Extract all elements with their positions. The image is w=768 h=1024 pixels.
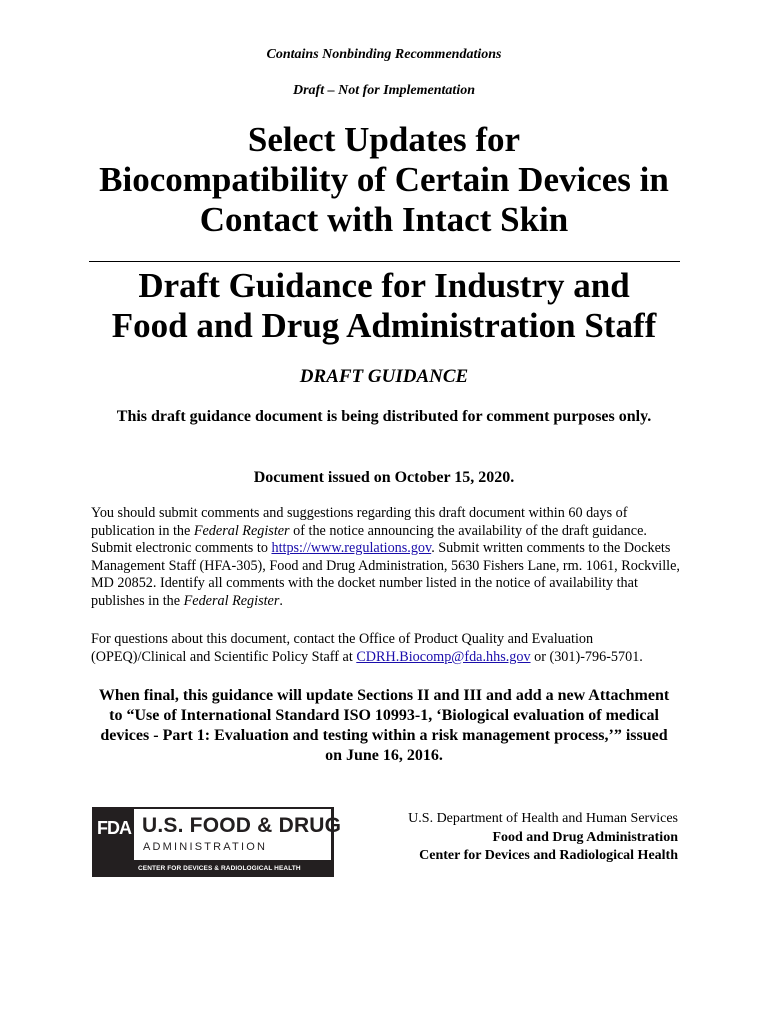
document-title [60, 120, 708, 240]
logo-administration: ADMINISTRATION [143, 841, 268, 853]
draft-guidance-label: DRAFT GUIDANCE [299, 366, 469, 387]
federal-register-ref-2: Federal Register [183, 592, 280, 609]
title-line-1: Select Updates for [247, 120, 521, 159]
comments-text-2: of the notice announcing the availability of the draft guidance. Submit electronic comments to [91, 522, 647, 556]
document-subtitle [60, 266, 708, 346]
regulations-gov-link[interactable]: https://www.regulations.gov [271, 540, 432, 556]
comments-paragraph [91, 505, 691, 610]
logo-wordmark-panel [134, 809, 342, 860]
fda-logo-mark: FDA [97, 818, 131, 838]
federal-register-ref-1: Federal Register [193, 522, 290, 539]
contact-email-link[interactable]: CDRH.Biocomp@fda.hhs.gov [356, 648, 531, 665]
questions-paragraph [91, 631, 691, 666]
subtitle-line-1: Draft Guidance for Industry and [138, 266, 630, 305]
agency-cdrh: Center for Devices and Radiological Health [419, 848, 678, 863]
comments-text-3: . Submit written comments to the Dockets Management Staff (HFA-305), Food and Drug Administration, 5630 Fishers Lane, rm. 1061, Rockville, MD 20852. Identify all comments with the docket number listed in the notice of availability that publishes in the [91, 540, 680, 609]
questions-text-1: For questions about this document, contact the Office of Product Quality and Evaluation (OPEQ)/Clinical and Scientific Policy Staff at [91, 631, 594, 665]
nonbinding-header: Contains Nonbinding Recommendations [266, 47, 502, 62]
comments-text-4: . [279, 592, 283, 609]
fda-cdrh-logo [92, 807, 342, 877]
title-line-2: Biocompatibility of Certain Devices in [99, 160, 669, 199]
logo-wordmark: U.S. FOOD & DRUG [142, 814, 342, 837]
title-line-3: Contact with Intact Skin [199, 200, 569, 239]
questions-text-2: or (301)-796-5701. [530, 648, 643, 665]
agency-hhs: U.S. Department of Health and Human Services [408, 811, 678, 826]
draft-header: Draft – Not for Implementation [292, 83, 475, 98]
agency-fda: Food and Drug Administration [492, 830, 678, 845]
subtitle-line-2: Food and Drug Administration Staff [111, 306, 657, 345]
issue-date: Document issued on October 15, 2020. [253, 469, 515, 486]
title-divider [89, 261, 680, 262]
comment-purposes-notice: This draft guidance document is being distributed for comment purposes only. [116, 408, 652, 425]
comments-text-1: You should submit comments and suggestions regarding this draft document within 60 days of publication in the [91, 505, 628, 539]
logo-center-name: CENTER FOR DEVICES & RADIOLOGICAL HEALTH [138, 865, 301, 872]
final-guidance-statement: When final, this guidance will update Sections II and III and add a new Attachment to “Use of International Standard ISO 10993-1, ‘Biological evaluation of medical devices - Part 1: Evaluation and testing within a risk management process,’” issued on June 16, 2016. [98, 687, 670, 764]
